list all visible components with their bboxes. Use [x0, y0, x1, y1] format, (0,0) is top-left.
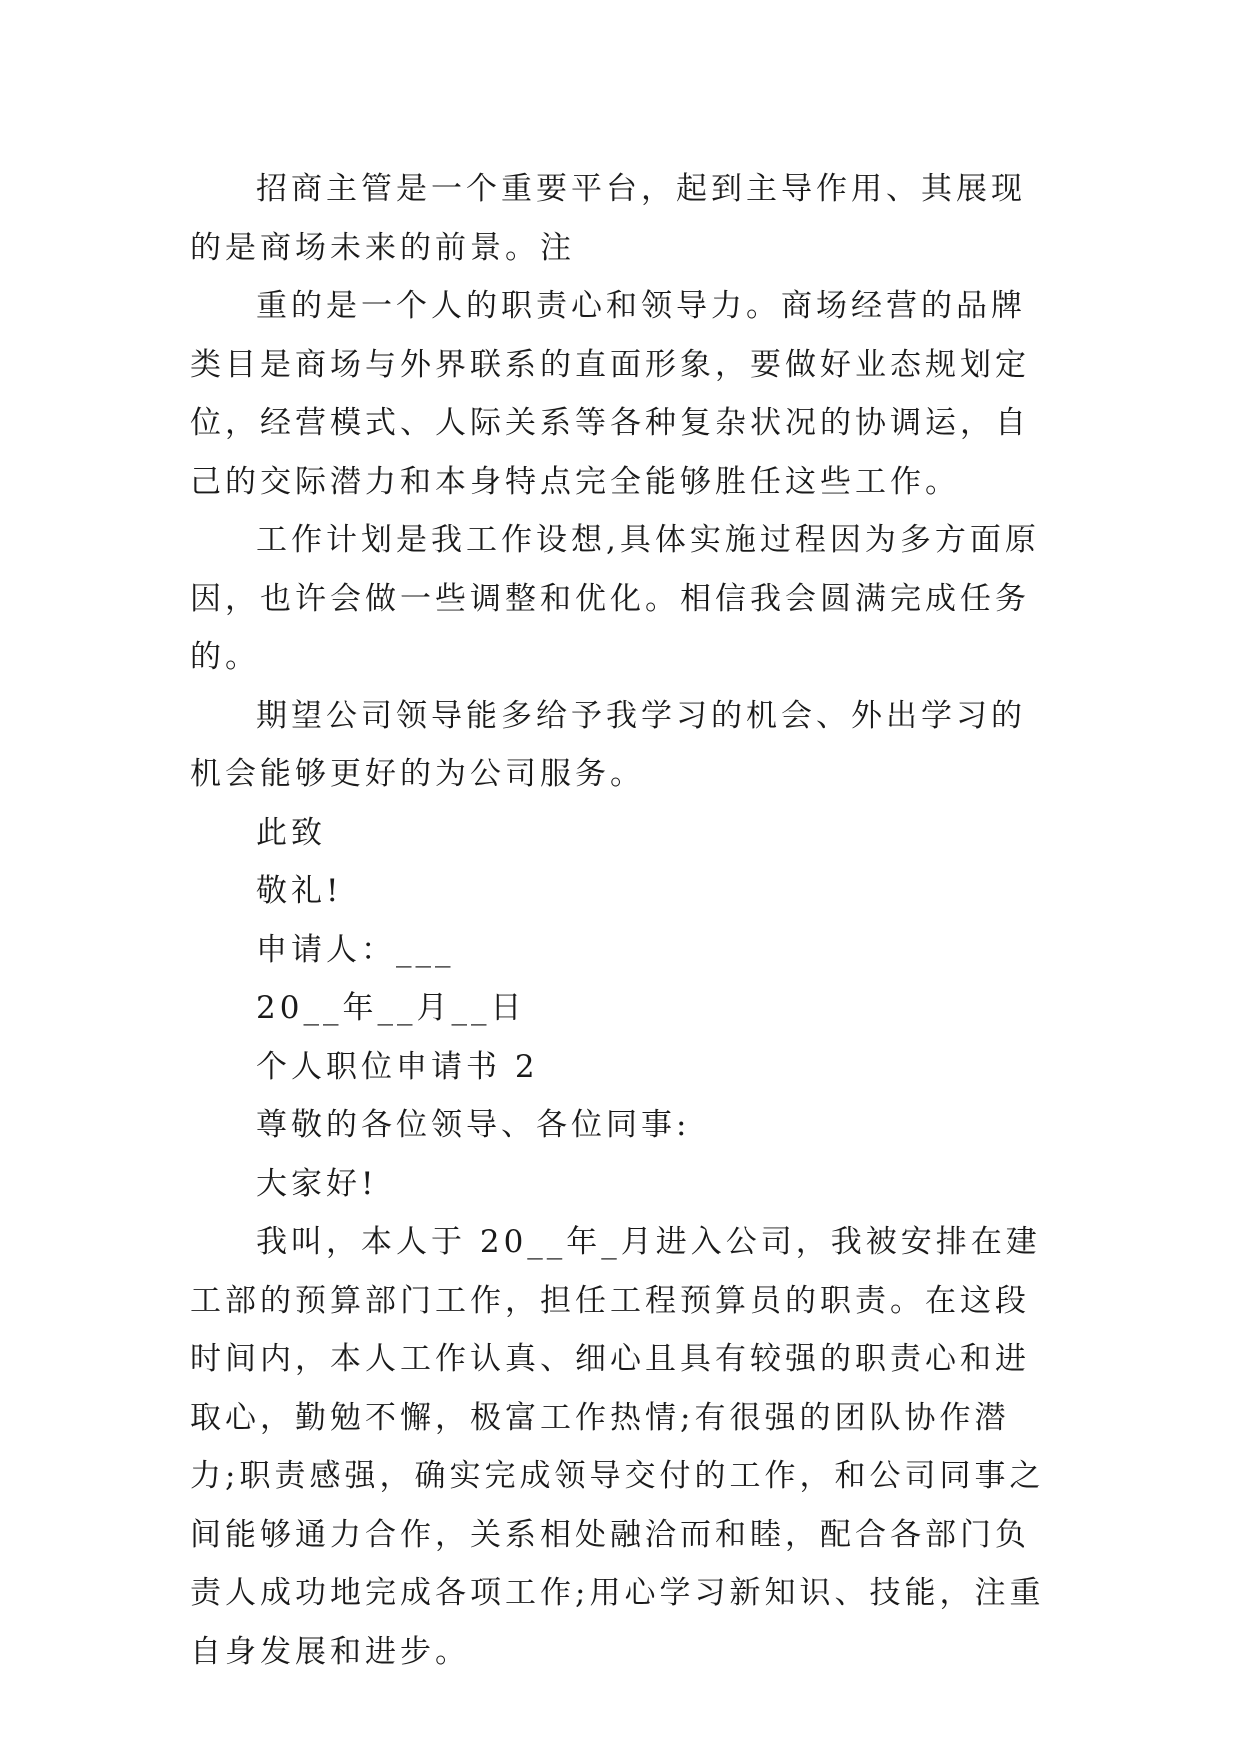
paragraph-responsibility: 重的是一个人的职责心和领导力。商场经营的品牌类目是商场与外界联系的直面形象，要做好业态规划定位，经营模式、人际关系等各种复杂状况的协调运，自己的交际潜力和本身特点完全能够胜任这些工作。 [190, 288, 1030, 500]
paragraph-expectation: 期望公司领导能多给予我学习的机会、外出学习的机会能够更好的为公司服务。 [190, 697, 1026, 792]
salutation: 尊敬的各位领导、各位同事: [256, 1107, 691, 1143]
paragraph-self-introduction: 我叫，本人于 20__年_月进入公司，我被安排在建工部的预算部门工作，担任工程预算员的职责。在这段时间内，本人工作认真、细心且具有较强的职责心和进取心，勤勉不懈，极富工作热情;有很强的团队协作潜力;职责感强，确实完成领导交付的工作，和公司同事之间能够通力合作，关系相处融洽而和睦，配合各部门负责人成功地完成各项工作;用心学习新知识、技能，注重自身发展和进步。 [190, 1224, 1045, 1670]
paragraph-intro: 招商主管是一个重要平台，起到主导作用、其展现的是商场未来的前景。注 [190, 171, 1026, 266]
greeting: 大家好! [256, 1165, 378, 1202]
closing-jingli: 敬礼! [256, 873, 343, 909]
paragraph-work-plan: 工作计划是我工作设想,具体实施过程因为多方面原因，也许会做一些调整和优化。相信我会圆满完成任务的。 [190, 522, 1040, 675]
applicant-line: 申请人：___ [256, 931, 455, 968]
section-title: 个人职位申请书 2 [256, 1048, 539, 1085]
document-body [190, 160, 1050, 1681]
closing-cizhi: 此致 [256, 814, 326, 851]
date-line: 20__年__月__日 [256, 990, 526, 1026]
